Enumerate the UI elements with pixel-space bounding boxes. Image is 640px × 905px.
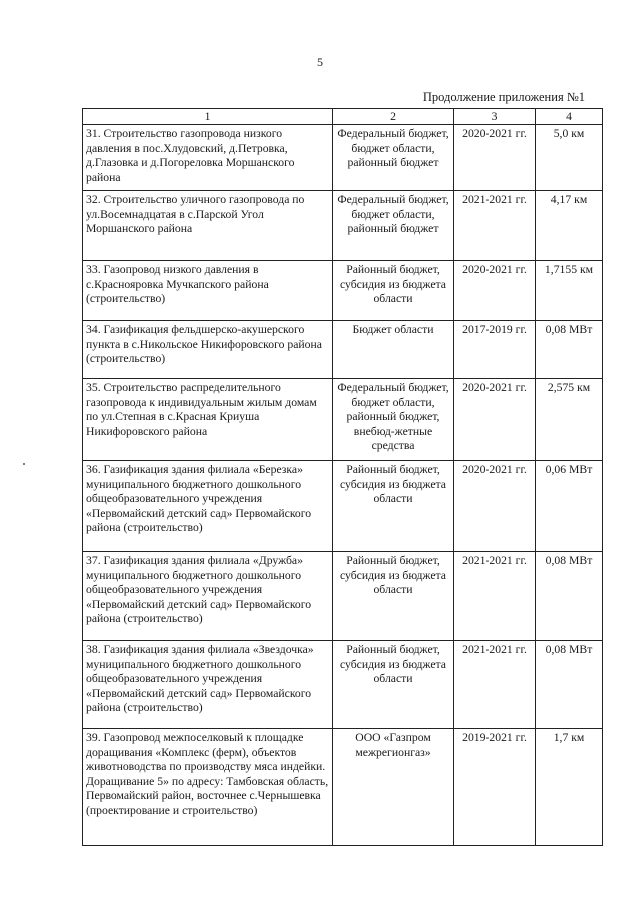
table-row <box>83 461 603 552</box>
table-header-row <box>83 109 603 125</box>
capacity-cell: 2,575 км <box>536 379 603 461</box>
capacity-cell: 1,7 км <box>536 729 603 846</box>
table-row <box>83 191 603 261</box>
appendix-caption: Продолжение приложения №1 <box>422 90 585 104</box>
funding-source-cell: Районный бюджет, субсидия из бюджета области <box>333 461 454 552</box>
object-name-cell: 35. Строительство распределительного газопровода к индивидуальным жилым домам по ул.Степная в с.Красная Криуша Никифоровского района <box>83 379 333 461</box>
funding-source-cell: Районный бюджет, субсидия из бюджета области <box>333 552 454 641</box>
object-name-cell: 36. Газификация здания филиала «Березка» муниципального бюджетного дошкольного общеобразовательного учреждения «Первомайский детский сад» Первомайского района (строительство) <box>83 461 333 552</box>
object-name-cell: 32. Строительство уличного газопровода по ул.Восемнадцатая в с.Парской Угол Моршанского района <box>83 191 333 261</box>
header-col-4: 4 <box>536 109 603 125</box>
funding-source-cell: Бюджет области <box>333 321 454 379</box>
margin-mark <box>23 463 25 465</box>
table-row <box>83 321 603 379</box>
header-col-1: 1 <box>83 109 333 125</box>
funding-source-cell: Районный бюджет, субсидия из бюджета области <box>333 261 454 321</box>
period-cell: 2017-2019 гг. <box>454 321 536 379</box>
appendix-table <box>82 108 603 846</box>
object-name-cell: 34. Газификация фельдшерско-акушерского пункта в с.Никольское Никифоровского района (строительство) <box>83 321 333 379</box>
funding-source-cell: Федеральный бюджет, бюджет области, районный бюджет, внебюд-жетные средства <box>333 379 454 461</box>
period-cell: 2019-2021 гг. <box>454 729 536 846</box>
page-number: 5 <box>317 55 323 69</box>
object-name-cell: 37. Газификация здания филиала «Дружба» муниципального бюджетного дошкольного общеобразовательного учреждения «Первомайский детский сад» Первомайского района (строительство) <box>83 552 333 641</box>
funding-source-cell: Федеральный бюджет, бюджет области, районный бюджет <box>333 191 454 261</box>
object-name-cell: 33. Газопровод низкого давления в с.Краснояровка Мучкапского района (строительство) <box>83 261 333 321</box>
period-cell: 2021-2021 гг. <box>454 641 536 729</box>
funding-source-cell: Федеральный бюджет, бюджет области, районный бюджет <box>333 125 454 191</box>
table-row <box>83 261 603 321</box>
period-cell: 2021-2021 гг. <box>454 552 536 641</box>
period-cell: 2020-2021 гг. <box>454 461 536 552</box>
capacity-cell: 1,7155 км <box>536 261 603 321</box>
header-col-2: 2 <box>333 109 454 125</box>
capacity-cell: 0,08 МВт <box>536 321 603 379</box>
funding-source-cell: Районный бюджет, субсидия из бюджета области <box>333 641 454 729</box>
table-row <box>83 552 603 641</box>
capacity-cell: 0,08 МВт <box>536 552 603 641</box>
object-name-cell: 38. Газификация здания филиала «Звездочка» муниципального бюджетного дошкольного общеобразовательного учреждения «Первомайский детский сад» Первомайского района (строительство) <box>83 641 333 729</box>
object-name-cell: 39. Газопровод межпоселковый к площадке доращивания «Комплекс (ферм), объектов животноводства по производству мяса индейки. Доращивание 5» по адресу: Тамбовская область, Первомайский район, восточнее с.Чернышевка (проектирование и строительство) <box>83 729 333 846</box>
period-cell: 2020-2021 гг. <box>454 125 536 191</box>
capacity-cell: 0,06 МВт <box>536 461 603 552</box>
period-cell: 2020-2021 гг. <box>454 379 536 461</box>
table-row <box>83 125 603 191</box>
period-cell: 2020-2021 гг. <box>454 261 536 321</box>
object-name-cell: 31. Строительство газопровода низкого давления в пос.Хлудовский, д.Петровка, д.Глазовка и д.Погореловка Моршанского района <box>83 125 333 191</box>
capacity-cell: 4,17 км <box>536 191 603 261</box>
table-row <box>83 379 603 461</box>
capacity-cell: 0,08 МВт <box>536 641 603 729</box>
period-cell: 2021-2021 гг. <box>454 191 536 261</box>
table-row <box>83 729 603 846</box>
funding-source-cell: ООО «Газпром межрегионгаз» <box>333 729 454 846</box>
capacity-cell: 5,0 км <box>536 125 603 191</box>
table-row <box>83 641 603 729</box>
header-col-3: 3 <box>454 109 536 125</box>
